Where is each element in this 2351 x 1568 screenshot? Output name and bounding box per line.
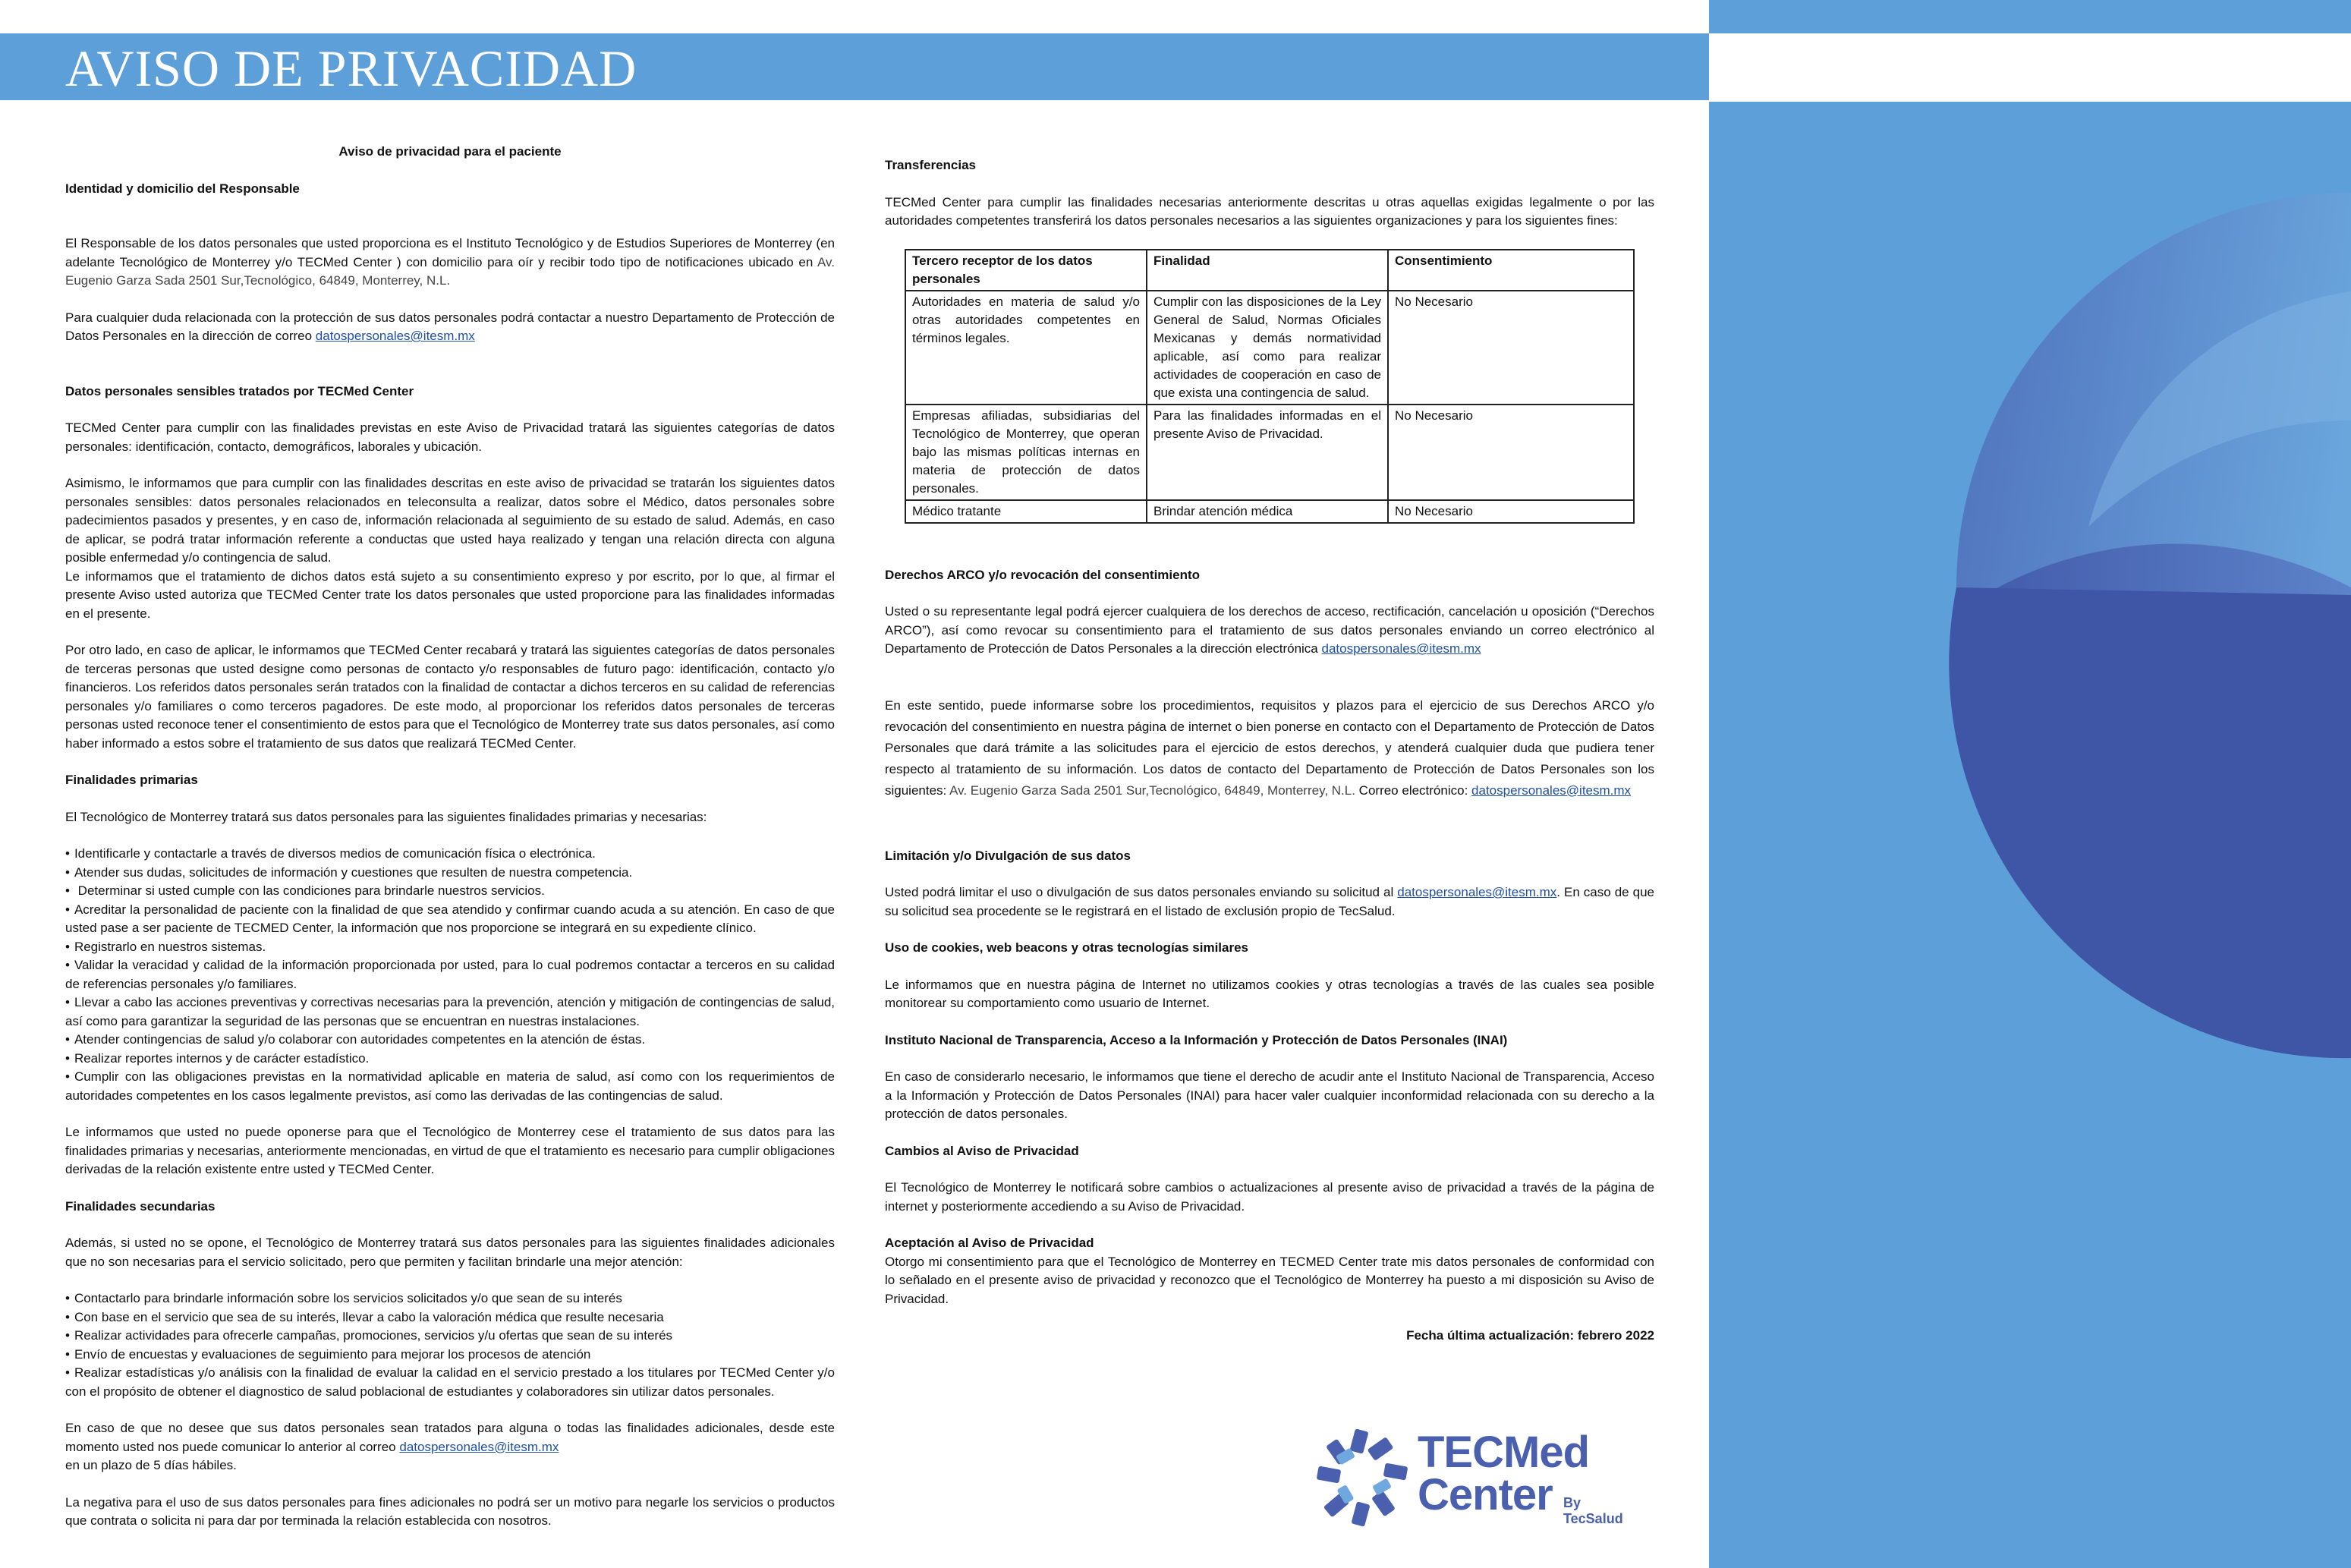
paragraph-secundarias-oposicion: En caso de que no desee que sus datos personales sean tratados para alguna o todas las finalidades adicionales, desde este momento usted nos puede comunicar lo anterior al correo datospersonales@itesm.mx en un plazo de 5 días hábiles.: [65, 1421, 835, 1472]
paragraph-limitacion: Usted podrá limitar el uso o divulgación de sus datos personales enviando su solicitud al datospersonales@itesm.mx. En caso de que su solicitud sea procedente se le registrará en el listado de exclusión propio de TecSalud.: [885, 885, 1655, 918]
decor-circle-graphic: [1709, 102, 2351, 1568]
table-row: [905, 291, 1634, 405]
heading-cookies: Uso de cookies, web beacons y otras tecnologías similares: [885, 940, 1249, 955]
list-item: • Con base en el servicio que sea de su interés, llevar a cabo la valoración médica que resulte necesaria: [65, 1308, 835, 1327]
list-item: • Envío de encuestas y evaluaciones de seguimiento para mejorar los procesos de atención: [65, 1346, 835, 1365]
logo-text-center: Center: [1418, 1470, 1553, 1519]
table-cell: Cumplir con las disposiciones de la Ley General de Salud, Normas Oficiales Mexicanas y demás normatividad aplicable, así como para realizar actividades de cooperación en caso de que exista una contingencia de salud.: [1147, 291, 1388, 405]
list-item: • Atender sus dudas, solicitudes de información y cuestiones que resulten de nuestra competencia.: [65, 864, 835, 883]
list-item: • Cumplir con las obligaciones previstas en la normatividad aplicable en materia de salud, así como con los requerimientos de autoridades competentes en los casos legalmente previstos, así como las derivadas de las contingencias de salud.: [65, 1068, 835, 1105]
paragraph-sensibles-1: TECMed Center para cumplir con las finalidades previstas en este Aviso de Privacidad tratará las siguientes categorías de datos personales: identificación, contacto, demográficos, laborales y ubicación.: [65, 420, 835, 454]
heading-limitacion: Limitación y/o Divulgación de sus datos: [885, 848, 1131, 863]
email-link[interactable]: datospersonales@itesm.mx: [1321, 641, 1481, 656]
heading-sensibles: Datos personales sensibles tratados por TECMed Center: [65, 383, 414, 398]
list-secundarias: [65, 1289, 835, 1401]
right-column: [885, 156, 1654, 1346]
transfer-table: [905, 249, 1635, 524]
tecmed-logo: [1310, 1425, 1629, 1532]
table-cell: Para las finalidades informadas en el presente Aviso de Privacidad.: [1147, 405, 1388, 500]
decor-top-strip: [1709, 0, 2351, 33]
table-cell: No Necesario: [1388, 500, 1634, 523]
heading-inai: Instituto Nacional de Transparencia, Acceso a la Información y Protección de Datos Personales (INAI): [885, 1032, 1508, 1047]
email-link[interactable]: datospersonales@itesm.mx: [315, 329, 475, 343]
paragraph-arco-2: En este sentido, puede informarse sobre los procedimientos, requisitos y plazos para el ejercicio de sus Derechos ARCO y/o revocación del consentimiento en nuestra página de internet o bien ponerse en contacto con el Departamento de Protección de Datos Personales que dará trámite a las solicitudes para el ejercicio de estos derechos, y atenderá cualquier duda que pudiera tener respecto al tratamiento de su información. Los datos de contacto del Departamento de Protección de Datos Personales son los siguientes: Av. Eugenio Garza Sada 2501 Sur,Tecnológico, 64849, Monterrey, N.L. Correo electrónico: datospersonales@itesm.mx: [885, 697, 1654, 798]
paragraph-aceptacion: Otorgo mi consentimiento para que el Tecnológico de Monterrey en TECMED Center trate mis datos personales de conformidad con lo señalado en el presente aviso de privacidad y reconozco que el Tecnológico de Monterrey ha puesto a mi disposición su Aviso de Privacidad.: [885, 1254, 1654, 1306]
paragraph-duda: Para cualquier duda relacionada con la protección de sus datos personales podrá contactar a nuestro Departamento de Protección de Datos Personales en la dirección de correo datospersonales@itesm.mx: [65, 310, 835, 343]
logo-mark-icon: [1310, 1425, 1416, 1532]
document-title: Aviso de privacidad para el paciente: [338, 144, 562, 159]
heading-arco: Derechos ARCO y/o revocación del consentimiento: [885, 567, 1201, 582]
paragraph-sensibles-3: Le informamos que el tratamiento de dichos datos está sujeto a su consentimiento expreso y por escrito, por lo que, al firmar el presente Aviso usted autoriza que TECMed Center trate los datos personales que usted proporcione para las finalidades informadas en el presente.: [65, 568, 835, 621]
list-item: • Realizar actividades para ofrecerle campañas, promociones, servicios y/u ofertas que sean de su interés: [65, 1327, 835, 1346]
paragraph-sensibles-2: Asimismo, le informamos que para cumplir con las finalidades descritas en este aviso de privacidad se tratarán los siguientes datos personales sensibles: datos personales relacionados en teleconsulta a realizar, datos sobre el Médico, datos personales sobre padecimientos pasados y presentes, y en caso de, información relacionada al seguimiento de su estado de salud. Además, en caso de aplicar, se podrá tratar información referente a conductas que usted haya realizado y tengan una relación directa con alguna posible enfermedad y/o contingencia de salud.: [65, 476, 835, 565]
paragraph-responsable: El Responsable de los datos personales que usted proporciona es el Instituto Tecnológico y de Estudios Superiores de Monterrey (en adelante Tecnológico de Monterrey y/o TECMed Center ) con domicilio para oír y recibir todo tipo de notificaciones ubicado en Av. Eugenio Garza Sada 2501 Sur,Tecnológico, 64849, Monterrey, N.L.: [65, 236, 835, 288]
list-item: • Validar la veracidad y calidad de la información proporcionada por usted, para lo cual podremos contactar a terceros en su calidad de referencias personales y/o familiares.: [65, 956, 835, 993]
table-cell: Empresas afiliadas, subsidiarias del Tecnológico de Monterrey, que operan bajo las mismas políticas internas en materia de protección de datos personales.: [905, 405, 1147, 500]
heading-identidad: Identidad y domicilio del Responsable: [65, 181, 300, 196]
address-text: Av. Eugenio Garza Sada 2501 Sur,Tecnológico, 64849, Monterrey, N.L.: [949, 782, 1355, 798]
table-header-cell: Finalidad: [1147, 250, 1388, 291]
decor-panel: [1709, 102, 2351, 1568]
logo-text-by-tecsalud: By TecSalud: [1563, 1495, 1623, 1526]
paragraph-arco-1: Usted o su representante legal podrá ejercer cualquiera de los derechos de acceso, rectificación, cancelación u oposición (“Derechos ARCO”), así como revocar su consentimiento para el tratamiento de sus datos personales enviando un correo electrónico al Departamento de Protección de Datos Personales a la dirección electrónica datospersonales@itesm.mx: [885, 604, 1654, 656]
table-row: [905, 405, 1634, 500]
page-title: AVISO DE PRIVACIDAD: [65, 39, 637, 97]
table-row: [905, 500, 1634, 523]
address-text: Av. Eugenio Garza Sada 2501 Sur,Tecnológico, 64849, Monterrey, N.L.: [65, 254, 835, 288]
list-item: • Determinar si usted cumple con las condiciones para brindarle nuestros servicios.: [65, 882, 835, 901]
paragraph-cambios: El Tecnológico de Monterrey le notificará sobre cambios o actualizaciones al presente aviso de privacidad a través de la página de internet y posteriormente accediendo a su Aviso de Privacidad.: [885, 1180, 1654, 1214]
paragraph-negativa: La negativa para el uso de sus datos personales para fines adicionales no podrá ser un motivo para negarle los servicios o productos que contrata o solicita ni para dar por terminada la relación establecida con nosotros.: [65, 1494, 835, 1528]
table-header-cell: Consentimiento: [1388, 250, 1634, 291]
list-primarias: [65, 845, 835, 1105]
list-item: • Llevar a cabo las acciones preventivas y correctivas necesarias para la prevención, atención y mitigación de contingencias de salud, así como para garantizar la seguridad de las personas que se encuentran en nuestras instalaciones.: [65, 993, 835, 1031]
last-update-date: Fecha última actualización: febrero 2022: [1406, 1328, 1654, 1343]
paragraph-inai: En caso de considerarlo necesario, le informamos que tiene el derecho de acudir ante el Instituto Nacional de Transparencia, Acceso a la Información y Protección de Datos Personales (INAI) para hacer valer cualquier inconformidad relacionada con su derecho a la protección de datos personales.: [885, 1069, 1654, 1121]
list-item: • Registrarlo en nuestros sistemas.: [65, 938, 835, 957]
table-cell: Autoridades en materia de salud y/o otras autoridades competentes en términos legales.: [905, 291, 1147, 405]
logo-text-tecmed: TECMed: [1418, 1428, 1589, 1477]
email-link[interactable]: datospersonales@itesm.mx: [399, 1439, 559, 1454]
table-header-row: [905, 250, 1634, 291]
list-item: • Identificarle y contactarle a través de diversos medios de comunicación física o electrónica.: [65, 845, 835, 864]
paragraph-sensibles-4: Por otro lado, en caso de aplicar, le informamos que TECMed Center recabará y tratará las siguientes categorías de datos personales de terceras personas que usted designe como personas de contacto y/o responsables de futuro pago: identificación, contacto y/o financieros. Los referidos datos personales serán tratados con la finalidad de contactar a dichos terceros en su calidad de referencias personales y/o familiares o como terceros pagadores. De este modo, al proporcionar los referidos datos personales de terceras personas usted reconoce tener el consentimiento de estos para que el Tecnológico de Monterrey trate sus datos personales, así como haber informado a estos sobre el tratamiento de sus datos que realizará TECMed Center.: [65, 643, 835, 751]
list-item: • Contactarlo para brindarle información sobre los servicios solicitados y/o que sean de su interés: [65, 1289, 835, 1308]
table-cell: Brindar atención médica: [1147, 500, 1388, 523]
email-link[interactable]: datospersonales@itesm.mx: [1397, 885, 1557, 899]
paragraph-primarias-oposicion: Le informamos que usted no puede oponerse para que el Tecnológico de Monterrey cese el tratamiento de sus datos para las finalidades primarias y necesarias, anteriormente mencionadas, en virtud de que el tratamiento es necesario para cumplir obligaciones derivadas de la relación existente entre usted y TECMed Center.: [65, 1125, 835, 1176]
paragraph-secundarias-intro: Además, si usted no se opone, el Tecnológico de Monterrey tratará sus datos personales para las siguientes finalidades adicionales que no son necesarias para el servicio solicitado, pero que permiten y facilitan brindarle una mejor atención:: [65, 1236, 835, 1269]
table-cell: No Necesario: [1388, 405, 1634, 500]
list-item: • Acreditar la personalidad de paciente con la finalidad de que sea atendido y confirmar cuando acuda a su atención. En caso de que usted pase a ser paciente de TECMED Center, la información que nos proporcione se integrará en su expediente clínico.: [65, 901, 835, 938]
heading-secundarias: Finalidades secundarias: [65, 1198, 216, 1214]
heading-transferencias: Transferencias: [885, 158, 977, 172]
heading-primarias: Finalidades primarias: [65, 773, 198, 787]
list-item: • Realizar reportes internos y de carácter estadístico.: [65, 1050, 835, 1069]
list-item: • Atender contingencias de salud y/o colaborar con autoridades competentes en la atención de éstas.: [65, 1031, 835, 1050]
heading-cambios: Cambios al Aviso de Privacidad: [885, 1143, 1079, 1158]
table-cell: Médico tratante: [905, 500, 1147, 523]
left-column: [65, 143, 835, 1549]
heading-aceptacion: Aceptación al Aviso de Privacidad: [885, 1236, 1094, 1250]
paragraph-transferencias: TECMed Center para cumplir las finalidades necesarias anteriormente descritas u otras aquellas exigidas legalmente o por las autoridades competentes transferirá los datos personales necesarios a las siguientes organizaciones y para los siguientes fines:: [885, 194, 1654, 228]
paragraph-cookies: Le informamos que en nuestra página de Internet no utilizamos cookies y otras tecnologías a través de las cuales sea posible monitorear su comportamiento como usuario de Internet.: [885, 977, 1654, 1010]
paragraph-primarias-intro: El Tecnológico de Monterrey tratará sus datos personales para las siguientes finalidades primarias y necesarias:: [65, 809, 707, 824]
email-link[interactable]: datospersonales@itesm.mx: [1471, 782, 1632, 798]
list-item: • Realizar estadísticas y/o análisis con la finalidad de evaluar la calidad en el servicio prestado a los titulares por TECMed Center y/o con el propósito de obtener el diagnostico de salud poblacional de estudiantes y colaboradores sin utilizar datos personales.: [65, 1364, 835, 1401]
table-cell: No Necesario: [1388, 291, 1634, 405]
table-header-cell: Tercero receptor de los datos personales: [905, 250, 1147, 291]
